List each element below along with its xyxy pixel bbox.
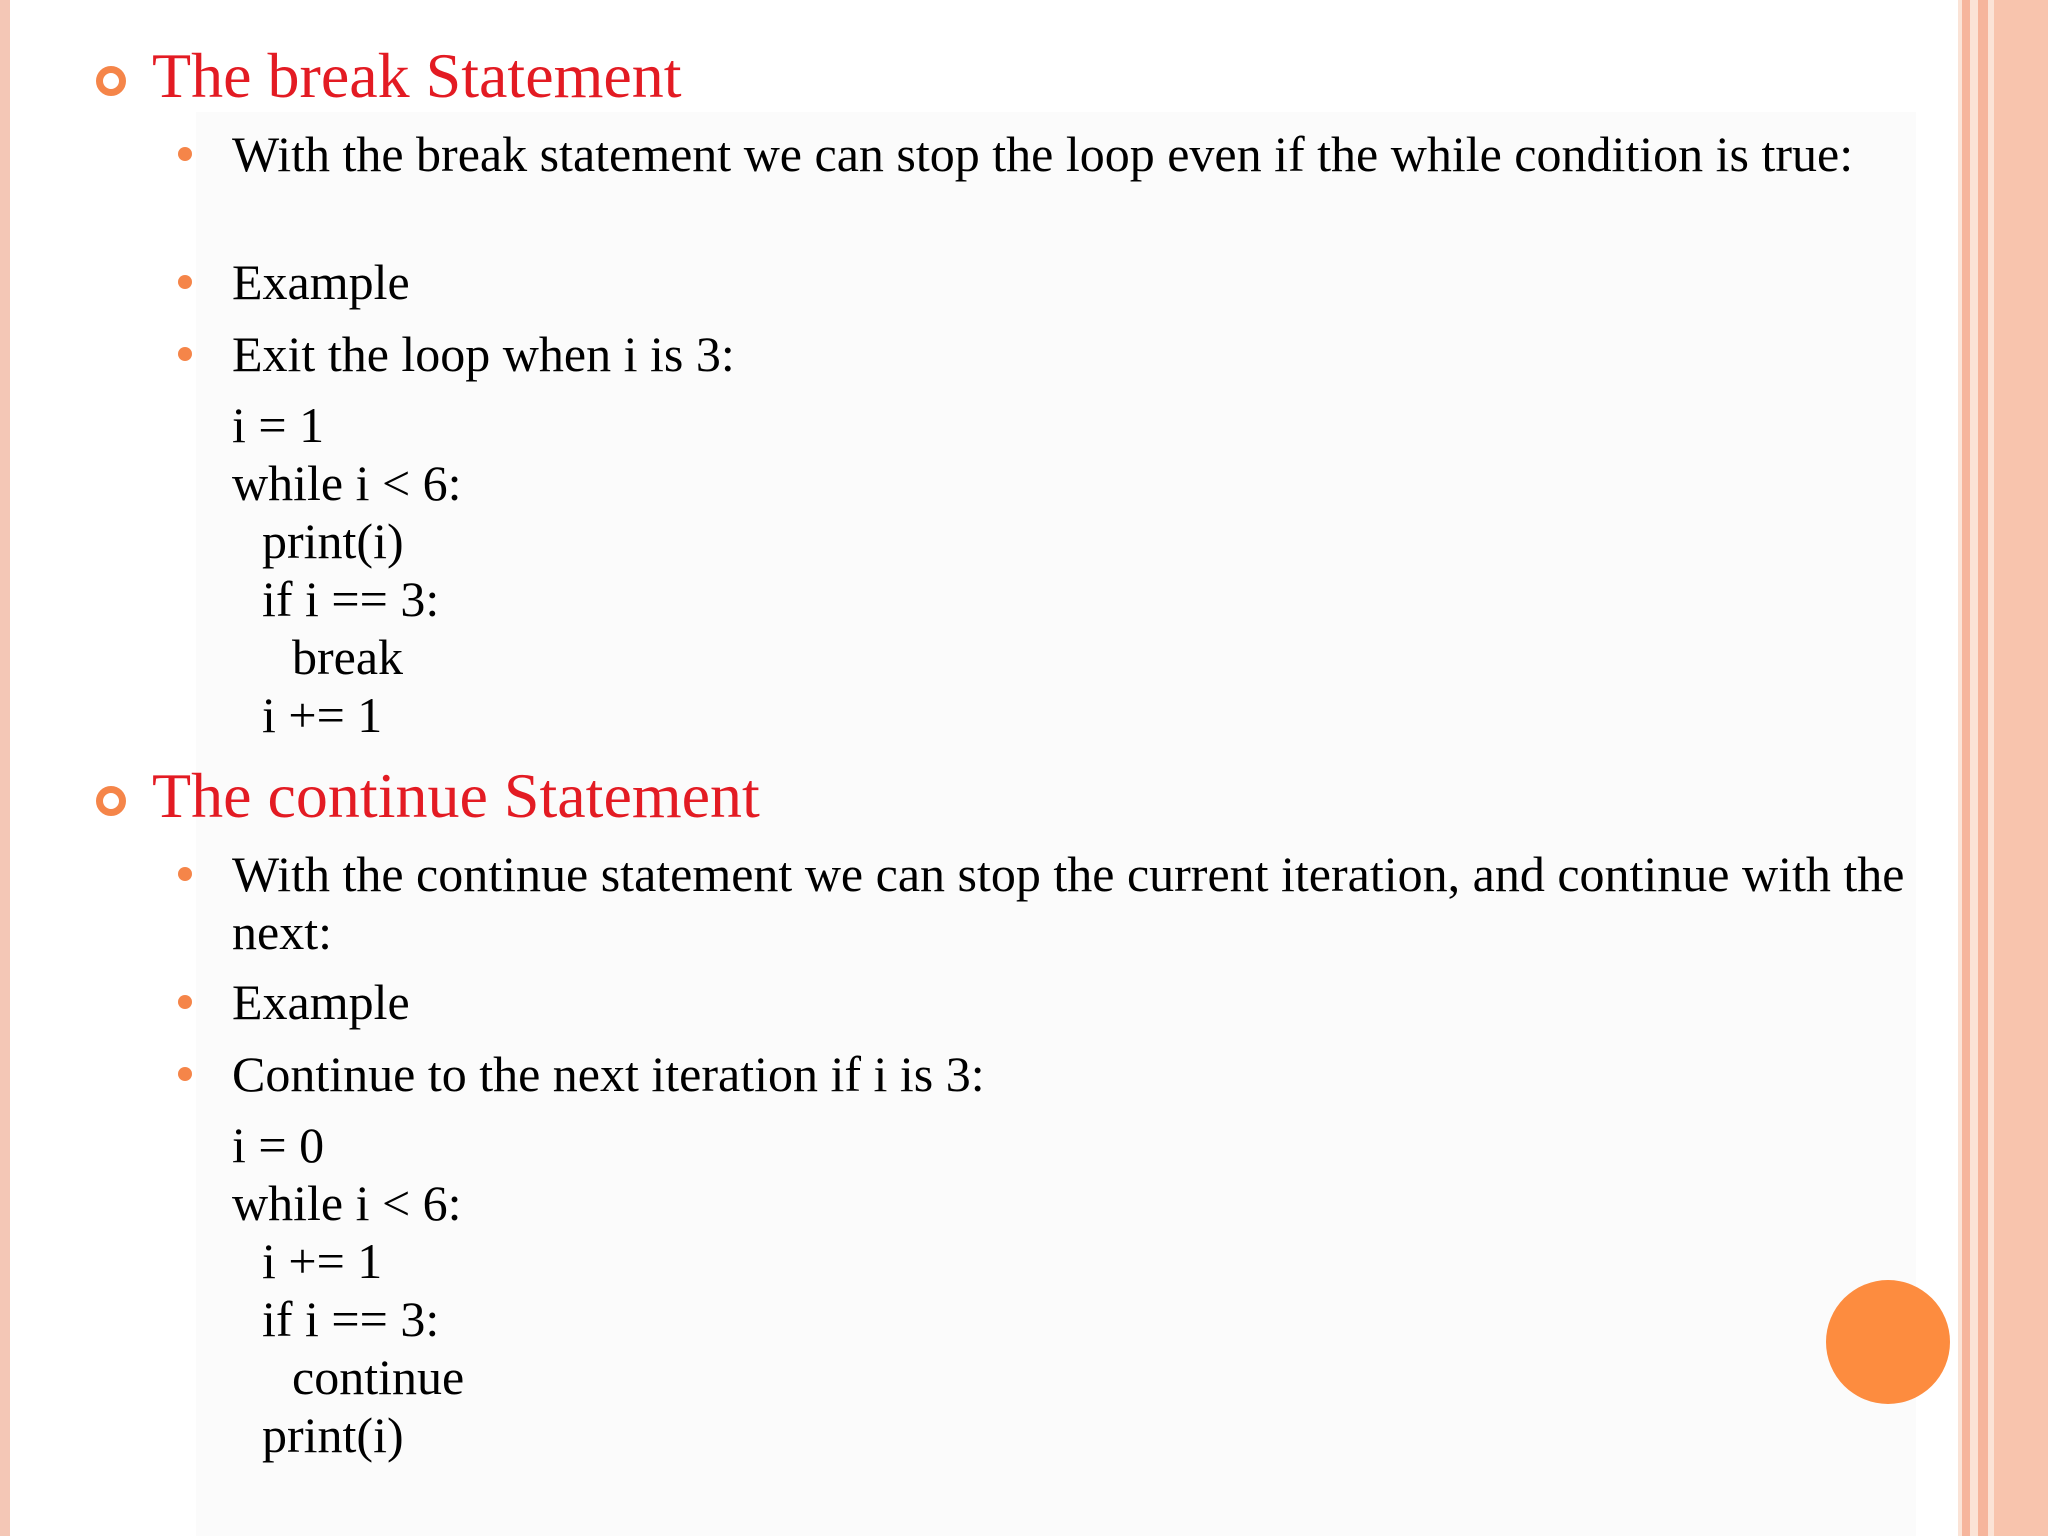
right-border-stripe bbox=[1994, 0, 2048, 1536]
right-border-stripe bbox=[1978, 0, 1988, 1536]
code-line: i += 1 bbox=[262, 1233, 383, 1289]
code-line: print(i) bbox=[262, 513, 404, 569]
code-line: if i == 3: bbox=[262, 1291, 440, 1347]
code-line: while i < 6: bbox=[232, 1175, 462, 1231]
code-line: break bbox=[292, 629, 404, 685]
dot-bullet-icon bbox=[178, 1067, 192, 1081]
code-line: i += 1 bbox=[262, 687, 383, 743]
code-line: print(i) bbox=[262, 1407, 404, 1463]
right-border-stripe bbox=[1962, 0, 1970, 1536]
dot-bullet-icon bbox=[178, 347, 192, 361]
continue-example-caption: Continue to the next iteration if i is 3: bbox=[232, 1046, 985, 1102]
code-line: i = 0 bbox=[232, 1117, 325, 1173]
break-description: With the break statement we can stop the loop even if the while condition is true: bbox=[232, 126, 1854, 182]
left-border-stripe bbox=[0, 0, 10, 1536]
ring-bullet-icon bbox=[96, 786, 126, 816]
code-line: continue bbox=[292, 1349, 465, 1405]
code-line: while i < 6: bbox=[232, 455, 462, 511]
continue-description: With the continue statement we can stop the current iteration, and continue with the next: bbox=[232, 846, 1905, 960]
dot-bullet-icon bbox=[178, 995, 192, 1009]
break-example-label: Example bbox=[232, 254, 410, 310]
break-example-caption: Exit the loop when i is 3: bbox=[232, 326, 735, 382]
dot-bullet-icon bbox=[178, 275, 192, 289]
code-line: i = 1 bbox=[232, 397, 325, 453]
code-line: if i == 3: bbox=[262, 571, 440, 627]
dot-bullet-icon bbox=[178, 867, 192, 881]
continue-example-label: Example bbox=[232, 974, 410, 1030]
decorative-circle-icon bbox=[1826, 1280, 1950, 1404]
dot-bullet-icon bbox=[178, 147, 192, 161]
heading-text: The continue Statement bbox=[152, 760, 760, 831]
ring-bullet-icon bbox=[96, 66, 126, 96]
heading-text: The break Statement bbox=[152, 40, 682, 111]
